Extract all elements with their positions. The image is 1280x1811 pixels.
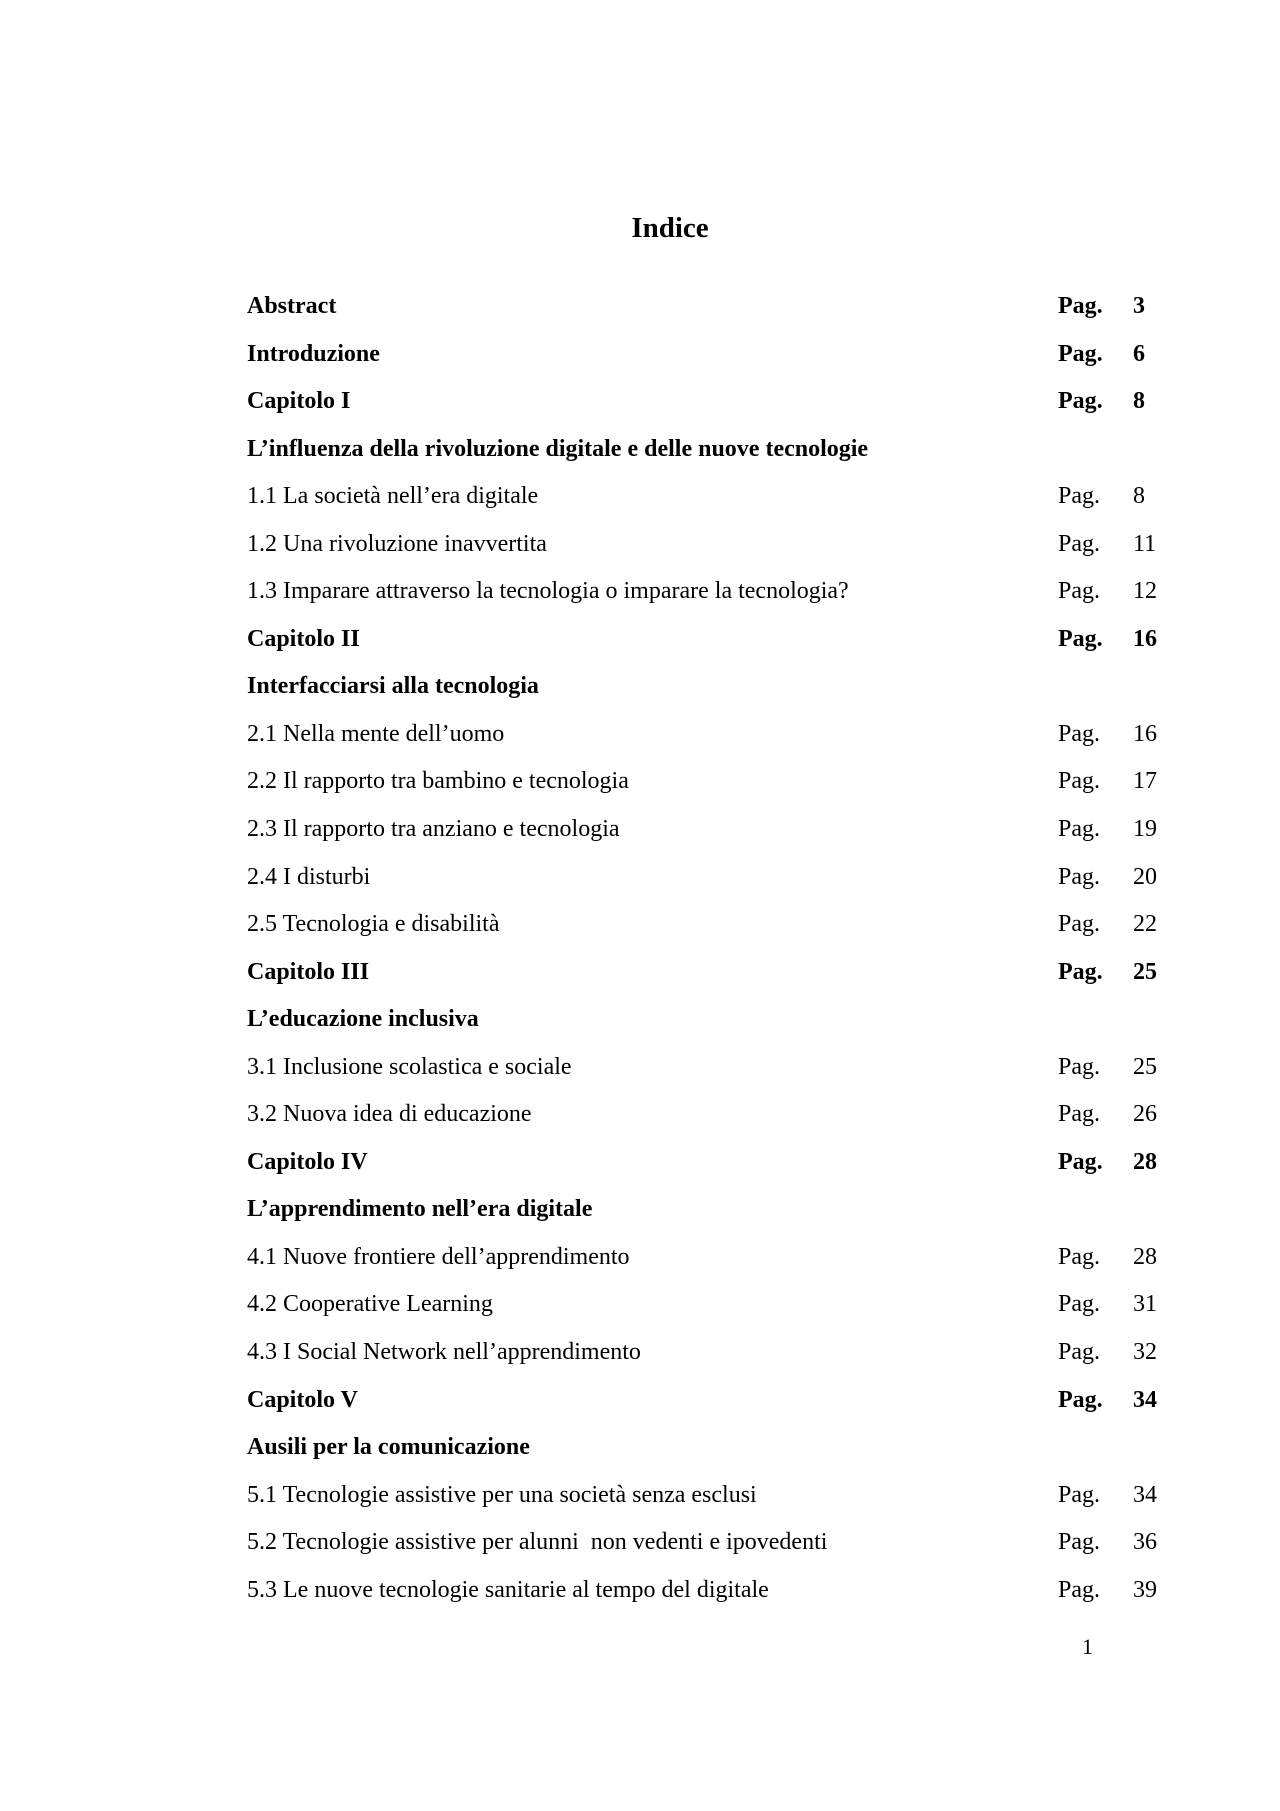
- toc-entry-title: 3.1 Inclusione scolastica e sociale: [247, 1053, 572, 1080]
- toc-chapter-row: [247, 381, 1167, 429]
- toc-page-number: 25: [1133, 1053, 1157, 1080]
- toc-section-row: [247, 1047, 1167, 1095]
- toc-page-number: 26: [1133, 1101, 1157, 1128]
- toc-page-label: Pag.: [1058, 483, 1100, 510]
- toc-page-number: 32: [1133, 1339, 1157, 1366]
- toc-entry-title: Ausili per la comunicazione: [247, 1434, 530, 1461]
- toc-page-label: Pag.: [1058, 1291, 1100, 1318]
- toc-section-row: [247, 1237, 1167, 1285]
- toc-page-label: Pag.: [1058, 1339, 1100, 1366]
- toc-page-number: 34: [1133, 1386, 1157, 1413]
- toc-page-number: 28: [1133, 1243, 1157, 1270]
- toc-page-number: 11: [1133, 530, 1157, 557]
- toc-entry-title: 2.5 Tecnologia e disabilità: [247, 911, 500, 938]
- toc-page-number: 8: [1133, 483, 1145, 510]
- toc-chapter-title-row: [247, 1189, 1167, 1237]
- toc-page-number: 8: [1133, 388, 1145, 415]
- toc-section-row: [247, 714, 1167, 762]
- toc-entry-title: Introduzione: [247, 340, 380, 367]
- toc-page-label: Pag.: [1058, 863, 1100, 890]
- toc-page-label: Pag.: [1058, 720, 1100, 747]
- toc-page-label: Pag.: [1058, 340, 1103, 367]
- toc-entry-title: Capitolo III: [247, 958, 370, 985]
- toc-entry-title: L’apprendimento nell’era digitale: [247, 1196, 593, 1223]
- toc-entry-title: Capitolo II: [247, 625, 360, 652]
- toc-entry-title: 5.2 Tecnologie assistive per alunni non vedenti e ipovedenti: [247, 1529, 828, 1556]
- toc-page-number: 12: [1133, 578, 1157, 605]
- page-title: Indice: [631, 212, 709, 244]
- toc-page-number: 19: [1133, 816, 1157, 843]
- toc-entry-title: 2.1 Nella mente dell’uomo: [247, 720, 505, 747]
- toc-page-label: Pag.: [1058, 293, 1103, 319]
- toc-page-label: Pag.: [1058, 816, 1100, 843]
- toc-page-label: Pag.: [1058, 1053, 1100, 1080]
- toc-entry-title: 4.2 Cooperative Learning: [247, 1291, 493, 1318]
- toc-section-row: [247, 476, 1167, 524]
- toc-page-number: 25: [1133, 958, 1157, 985]
- toc-section-row: [247, 1475, 1167, 1523]
- toc-page-number: 17: [1133, 768, 1157, 795]
- toc-page-number: 6: [1133, 340, 1145, 367]
- toc-page-number: 36: [1133, 1529, 1157, 1556]
- toc-entry-title: 5.1 Tecnologie assistive per una società senza esclusi: [247, 1481, 757, 1508]
- toc-entry-title: Capitolo V: [247, 1386, 358, 1413]
- toc-section-row: [247, 1522, 1167, 1570]
- toc-entry-title: Capitolo I: [247, 388, 351, 415]
- toc-entry-title: Abstract: [247, 293, 337, 319]
- toc-entry-title: Interfacciarsi alla tecnologia: [247, 673, 539, 700]
- toc-page-number: 16: [1133, 720, 1157, 747]
- toc-section-row: [247, 1332, 1167, 1380]
- toc-section-row: [247, 904, 1167, 952]
- toc-chapter-row: [247, 286, 1167, 334]
- toc-page-number: 34: [1133, 1481, 1157, 1508]
- toc-chapter-row: [247, 1380, 1167, 1428]
- toc-chapter-title-row: [247, 1427, 1167, 1475]
- toc-page-label: Pag.: [1058, 530, 1100, 557]
- toc-entry-title: 4.3 I Social Network nell’apprendimento: [247, 1339, 641, 1366]
- toc-page-label: Pag.: [1058, 1148, 1103, 1175]
- toc-section-row: [247, 761, 1167, 809]
- toc-entry-title: 1.3 Imparare attraverso la tecnologia o imparare la tecnologia?: [247, 578, 849, 605]
- toc-page-number: 3: [1133, 293, 1145, 319]
- toc-section-row: [247, 571, 1167, 619]
- toc-entry-title: L’influenza della rivoluzione digitale e delle nuove tecnologie: [247, 435, 869, 462]
- toc-page-number: 20: [1133, 863, 1157, 890]
- toc-section-row: [247, 1570, 1167, 1618]
- toc-page-label: Pag.: [1058, 578, 1100, 605]
- toc-entry-title: 2.3 Il rapporto tra anziano e tecnologia: [247, 816, 620, 843]
- page-number: 1: [1082, 1634, 1093, 1659]
- toc-page-number: 31: [1133, 1291, 1157, 1318]
- toc-page-label: Pag.: [1058, 1481, 1100, 1508]
- toc-page-label: Pag.: [1058, 1243, 1100, 1270]
- toc-section-row: [247, 1284, 1167, 1332]
- toc-page-number: 16: [1133, 625, 1157, 652]
- toc-chapter-row: [247, 334, 1167, 382]
- toc-entry-title: 3.2 Nuova idea di educazione: [247, 1101, 532, 1128]
- toc-page-number: 39: [1133, 1576, 1157, 1603]
- toc-section-row: [247, 524, 1167, 572]
- toc-page-label: Pag.: [1058, 958, 1103, 985]
- table-of-contents: [247, 286, 1167, 1617]
- toc-page-number: 22: [1133, 911, 1157, 938]
- toc-entry-title: 5.3 Le nuove tecnologie sanitarie al tempo del digitale: [247, 1576, 769, 1603]
- toc-section-row: [247, 809, 1167, 857]
- toc-entry-title: L’educazione inclusiva: [247, 1006, 479, 1033]
- toc-chapter-title-row: [247, 666, 1167, 714]
- toc-entry-title: Capitolo IV: [247, 1148, 368, 1175]
- toc-entry-title: 2.4 I disturbi: [247, 863, 371, 890]
- toc-page-label: Pag.: [1058, 911, 1100, 938]
- toc-entry-title: 4.1 Nuove frontiere dell’apprendimento: [247, 1243, 630, 1270]
- toc-chapter-row: [247, 1142, 1167, 1190]
- toc-page-label: Pag.: [1058, 768, 1100, 795]
- toc-section-row: [247, 857, 1167, 905]
- toc-chapter-title-row: [247, 999, 1167, 1047]
- toc-chapter-row: [247, 952, 1167, 1000]
- toc-entry-title: 1.1 La società nell’era digitale: [247, 483, 539, 510]
- toc-page-label: Pag.: [1058, 388, 1103, 415]
- toc-section-row: [247, 1094, 1167, 1142]
- toc-page-label: Pag.: [1058, 625, 1103, 652]
- toc-page-label: Pag.: [1058, 1386, 1103, 1413]
- toc-entry-title: 2.2 Il rapporto tra bambino e tecnologia: [247, 768, 629, 795]
- toc-page-label: Pag.: [1058, 1576, 1100, 1603]
- toc-page-label: Pag.: [1058, 1529, 1100, 1556]
- toc-chapter-row: [247, 619, 1167, 667]
- toc-chapter-title-row: [247, 429, 1167, 477]
- toc-page-number: 28: [1133, 1148, 1157, 1175]
- toc-entry-title: 1.2 Una rivoluzione inavvertita: [247, 530, 547, 557]
- toc-page-label: Pag.: [1058, 1101, 1100, 1128]
